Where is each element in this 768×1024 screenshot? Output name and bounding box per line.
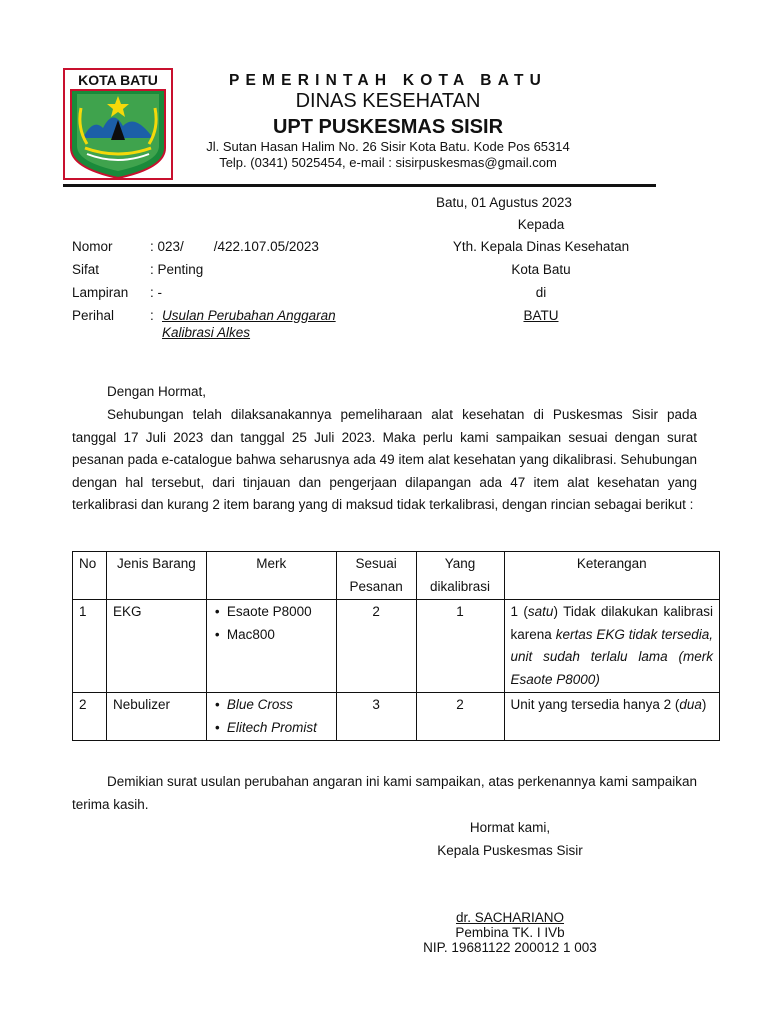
merk-item: • Elitech Promist	[227, 717, 330, 740]
merk-item: • Mac800	[227, 624, 330, 647]
row-merk	[206, 693, 336, 741]
header-unit: UPT PUSKESMAS SISIR	[272, 116, 504, 138]
row-jenis: EKG	[106, 600, 206, 693]
table-header-row	[73, 552, 720, 600]
perihal-colon: :	[150, 308, 154, 323]
greeting: Dengan Hormat,	[107, 384, 207, 399]
row-jenis: Nebulizer	[106, 693, 206, 741]
signature-regards: Hormat kami,	[469, 820, 551, 835]
perihal-line1: Usulan Perubahan Anggaran	[162, 308, 336, 323]
recipient-kepada: Kepada	[517, 217, 565, 232]
lampiran-label: Lampiran	[72, 285, 129, 300]
perihal-line2: Kalibrasi Alkes	[162, 325, 251, 340]
kota-batu-logo	[63, 68, 173, 180]
header-merk: Merk	[206, 552, 336, 600]
header-sesuai: Sesuai Pesanan	[336, 552, 416, 600]
perihal-label: Perihal	[72, 308, 115, 323]
row-merk	[206, 600, 336, 693]
sifat-value: : Penting	[150, 262, 204, 277]
row-no: 1	[73, 600, 107, 693]
details-table	[72, 551, 720, 741]
header-contact: Telp. (0341) 5025454, e-mail : sisirpuskesmas@gmail.com	[219, 155, 557, 170]
header-department: DINAS KESEHATAN	[295, 90, 481, 112]
ket-text: )	[701, 697, 707, 712]
sifat-label: Sifat	[72, 262, 100, 277]
header-keterangan: Keterangan	[504, 552, 720, 600]
header-no: No	[73, 552, 107, 600]
body-paragraph: Sehubungan telah dilaksanakannya pemeliharaan alat kesehatan di Puskesmas Sisir pada tanggal 17 Juli 2023 dan tanggal 25 Juli 2023. Maka perlu kami sampaikan sesuai dengan surat pesanan pada e-catalogue bahwa seharusnya ada 49 item alat kesehatan yang dikalibrasi. Sehubungan dengan hal tersebut, dari tinjauan dan pengerjaan dilapangan ada 47 item alat kesehatan yang terkalibrasi dan kurang 2 item barang yang di maksud tidak terkalibrasi, dengan rincian sebagai berikut :	[72, 407, 697, 512]
ket-text: 1 (	[510, 604, 528, 619]
signature-title: Kepala Puskesmas Sisir	[437, 843, 583, 858]
merk-item: • Blue Cross	[227, 694, 330, 717]
letter-date: Batu, 01 Agustus 2023	[436, 195, 572, 210]
row-keterangan	[504, 693, 720, 741]
header-jenis: Jenis Barang	[106, 552, 206, 600]
signature-rank: Pembina TK. I IVb	[455, 925, 565, 940]
recipient-yth: Yth. Kepala Dinas Kesehatan	[452, 239, 630, 254]
ket-italic: kertas EKG tidak tersedia, unit sudah terlalu lama (merk Esaote P8000)	[510, 626, 714, 687]
ket-text: ) Tidak dilakukan kalibrasi karena	[510, 604, 713, 642]
letterhead-rule	[63, 184, 656, 187]
row-keterangan	[504, 600, 720, 693]
table-row	[73, 600, 720, 693]
row-sesuai: 2	[336, 600, 416, 693]
ket-italic: satu	[527, 604, 554, 619]
header-address: Jl. Sutan Hasan Halim No. 26 Sisir Kota Batu. Kode Pos 65314	[206, 139, 570, 154]
row-no: 2	[73, 693, 107, 741]
recipient-di: di	[535, 285, 547, 300]
closing-paragraph: Demikian surat usulan perubahan angaran ini kami sampaikan, atas perkenannya kami sampaikan terima kasih.	[72, 774, 697, 812]
lampiran-value: : -	[150, 285, 162, 300]
table-row	[73, 693, 720, 741]
row-kalibrasi: 2	[416, 693, 504, 741]
merk-item: • Esaote P8000	[227, 601, 330, 624]
row-kalibrasi: 1	[416, 600, 504, 693]
header-kalibrasi: Yang dikalibrasi	[416, 552, 504, 600]
ket-italic: dua	[679, 697, 702, 712]
signature-name: dr. SACHARIANO	[455, 910, 565, 925]
row-sesuai: 3	[336, 693, 416, 741]
recipient-place: BATU	[523, 308, 559, 323]
recipient-city: Kota Batu	[511, 262, 571, 277]
logo-text: KOTA BATU	[78, 72, 158, 88]
header-government: PEMERINTAH KOTA BATU	[228, 72, 548, 89]
nomor-label: Nomor	[72, 239, 113, 254]
signature-nip: NIP. 19681122 200012 1 003	[423, 940, 597, 955]
nomor-value: : 023/ /422.107.05/2023	[150, 239, 319, 254]
ket-text: Unit yang tersedia hanya 2 (	[510, 697, 680, 712]
